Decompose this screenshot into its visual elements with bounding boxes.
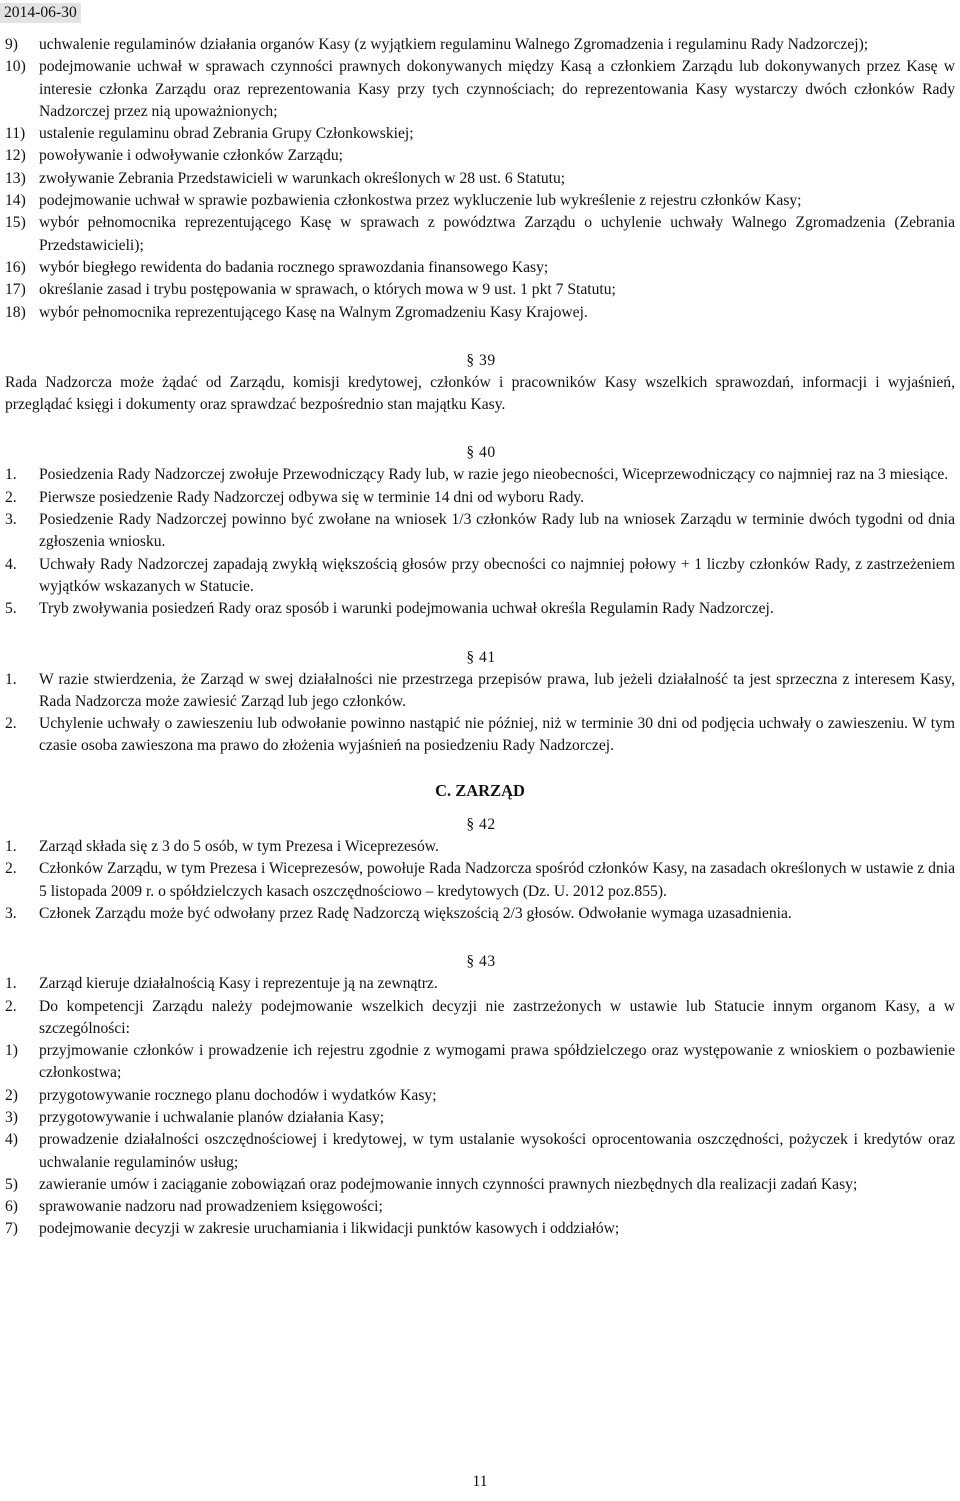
list-item	[5, 1218, 955, 1240]
item-number: 3.	[5, 904, 17, 922]
item-number: 4.	[5, 555, 17, 573]
item-text: wybór pełnomocnika reprezentującego Kasę w sprawach z powództwa Zarządu o uchylenie uchwały Walnego Zgromadzenia (Zebrania Przedstawicieli);	[39, 214, 955, 254]
item-text: podejmowanie uchwał w sprawach czynności prawnych dokonywanych między Kasą a członkiem Zarządu lub dokonywanych przez Kasę w interesie członka Zarządu oraz reprezentowania Kasy przy tych czynnościach; do reprezentowania Kasy wystarczy dwóch członków Rady Nadzorczej przez nią upoważnionych;	[39, 58, 955, 120]
item-number: 2.	[5, 715, 17, 733]
section-39-text: Rada Nadzorcza może żądać od Zarządu, komisji kredytowej, członków i pracowników Kasy wszelkich sprawozdań, informacji i wyjaśnień, przeglądać księgi i dokumenty oraz sprawdzać bezpośrednio stan majątku Kasy.	[5, 373, 955, 414]
list-item	[5, 464, 955, 486]
section-42-list	[5, 836, 955, 925]
section-heading-39: § 39	[5, 350, 955, 372]
list-item	[5, 713, 955, 758]
item-number: 3.	[5, 511, 17, 529]
list-item	[5, 1040, 955, 1085]
item-text: uchwalenie regulaminów działania organów Kasy (z wyjątkiem regulaminu Walnego Zgromadzenia i regulaminu Rady Nadzorczej);	[39, 36, 869, 53]
item-text: Posiedzenie Rady Nadzorczej powinno być zwołane na wniosek 1/3 członków Rady lub na wniosek Zarządu w terminie dwóch tygodni od dnia zgłoszenia wniosku.	[39, 511, 955, 551]
list-item	[5, 1174, 955, 1196]
list-item	[5, 168, 955, 190]
item-text: Do kompetencji Zarządu należy podejmowanie wszelkich decyzji nie zastrzeżonych w ustawie lub Statucie innym organom Kasy, a w szczególności:	[39, 997, 955, 1037]
item-number: 2.	[5, 860, 17, 878]
item-number: 2.	[5, 488, 17, 506]
item-number: 9)	[5, 36, 18, 53]
list-item	[5, 509, 955, 554]
item-text: powoływanie i odwoływanie członków Zarządu;	[39, 147, 343, 165]
item-text: Posiedzenia Rady Nadzorczej zwołuje Przewodniczący Rady lub, w razie jego nieobecności, Wiceprzewodniczący co najmniej raz na 3 miesiące.	[39, 466, 949, 484]
list-item	[5, 1107, 955, 1129]
item-text: ustalenie regulaminu obrad Zebrania Grupy Członkowskiej;	[39, 125, 414, 143]
item-text: zawieranie umów i zaciąganie zobowiązań oraz podejmowanie innych czynności prawnych niezbędnych dla realizacji zadań Kasy;	[39, 1175, 858, 1193]
item-text: Zarząd kieruje działalnością Kasy i reprezentuje ją na zewnątrz.	[39, 975, 438, 993]
item-text: Członków Zarządu, w tym Prezesa i Wiceprezesów, powołuje Rada Nadzorcza spośród członków Kasy, na zasadach określonych w ustawie z dnia 5 listopada 2009 r. o spółdzielczych kasach oszczędnościowo – kredytowych (Dz. U. 2012 poz.855).	[39, 860, 955, 900]
item-number: 5.	[5, 600, 17, 618]
section-41-list	[5, 669, 955, 758]
list-item	[5, 858, 955, 903]
item-number: 10)	[5, 58, 26, 76]
header-date: 2014-06-30	[0, 3, 81, 23]
item-text: przygotowywanie i uchwalanie planów działania Kasy;	[39, 1108, 385, 1126]
section-heading-43: § 43	[5, 951, 955, 973]
item-text: przyjmowanie członków i prowadzenie ich rejestru zgodnie z wymogami prawa spółdzielczego oraz występowanie z wnioskiem o pozbawienie członkostwa;	[39, 1042, 955, 1082]
item-number: 14)	[5, 192, 26, 210]
item-number: 12)	[5, 147, 26, 165]
list-item	[5, 257, 955, 279]
section-heading-42: § 42	[5, 814, 955, 836]
page-number: 11	[472, 1473, 488, 1490]
item-number: 1.	[5, 466, 17, 484]
list-item	[5, 487, 955, 509]
item-number: 2)	[5, 1086, 18, 1104]
item-number: 4)	[5, 1131, 18, 1149]
document-page	[5, 34, 955, 1241]
item-number: 15)	[5, 214, 26, 232]
list-item	[5, 145, 955, 167]
item-text: podejmowanie uchwał w sprawie pozbawienia członkostwa przez wykluczenie lub wykreślenie z rejestru członków Kasy;	[39, 192, 802, 210]
list-item	[5, 836, 955, 858]
item-text: Uchylenie uchwały o zawieszeniu lub odwołanie powinno nastąpić nie później, niż w terminie 30 dni od podjęcia uchwały o zawieszeniu. W tym czasie osoba zawieszona ma prawo do złożenia wyjaśnień na posiedzeniu Rady Nadzorczej.	[39, 715, 955, 755]
list-item	[5, 973, 955, 995]
item-number: 7)	[5, 1220, 18, 1238]
chapter-heading: C. ZARZĄD	[435, 780, 525, 800]
list-item	[5, 56, 955, 123]
item-number: 16)	[5, 258, 26, 276]
item-text: sprawowanie nadzoru nad prowadzeniem księgowości;	[39, 1198, 383, 1216]
item-number: 5)	[5, 1175, 18, 1193]
item-text: wybór biegłego rewidenta do badania rocznego sprawozdania finansowego Kasy;	[39, 258, 549, 276]
list-item	[5, 1085, 955, 1107]
list-item	[5, 669, 955, 714]
item-text: prowadzenie działalności oszczędnościowej i kredytowej, w tym ustalanie wysokości oprocentowania oszczędności, pożyczek i kredytów oraz uchwalanie regulaminów usług;	[39, 1131, 955, 1171]
item-text: Zarząd składa się z 3 do 5 osób, w tym Prezesa i Wiceprezesów.	[39, 838, 439, 856]
item-text: podejmowanie decyzji w zakresie uruchamiania i likwidacji punktów kasowych i oddziałów;	[39, 1220, 620, 1238]
item-text: W razie stwierdzenia, że Zarząd w swej działalności nie przestrzega przepisów prawa, lub jeżeli działalność ta jest sprzeczna z interesem Kasy, Rada Nadzorcza może zawiesić Zarząd lub jego członków.	[39, 670, 955, 710]
item-number: 3)	[5, 1108, 18, 1126]
item-text: określanie zasad i trybu postępowania w sprawach, o których mowa w 9 ust. 1 pkt 7 Statutu;	[39, 281, 616, 299]
list-item	[5, 996, 955, 1041]
list-item	[5, 598, 955, 620]
list-block1	[5, 34, 955, 324]
list-item	[5, 190, 955, 212]
item-number: 17)	[5, 281, 26, 299]
list-item	[5, 302, 955, 324]
list-item	[5, 123, 955, 145]
list-item	[5, 1196, 955, 1218]
item-number: 6)	[5, 1198, 18, 1216]
list-item	[5, 554, 955, 599]
list-item	[5, 903, 955, 925]
item-number: 13)	[5, 169, 26, 187]
item-text: przygotowywanie rocznego planu dochodów i wydatków Kasy;	[39, 1086, 437, 1104]
item-number: 1.	[5, 975, 17, 993]
item-number: 2.	[5, 997, 17, 1015]
list-item	[5, 279, 955, 301]
item-text: zwoływanie Zebrania Przedstawicieli w warunkach określonych w 28 ust. 6 Statutu;	[39, 169, 566, 187]
item-text: Pierwsze posiedzenie Rady Nadzorczej odbywa się w terminie 14 dni od wyboru Rady.	[39, 488, 585, 506]
list-item	[5, 212, 955, 257]
list-item	[5, 1129, 955, 1174]
item-number: 1.	[5, 838, 17, 856]
item-text: wybór pełnomocnika reprezentującego Kasę na Walnym Zgromadzeniu Kasy Krajowej.	[39, 303, 588, 321]
item-text: Tryb zwoływania posiedzeń Rady oraz sposób i warunki podejmowania uchwał określa Regulamin Rady Nadzorczej.	[39, 600, 774, 618]
item-text: Uchwały Rady Nadzorczej zapadają zwykłą większością głosów przy obecności co najmniej połowy + 1 liczby członków Rady, z zastrzeżeniem wyjątków wskazanych w Statucie.	[39, 555, 955, 595]
item-number: 18)	[5, 303, 26, 321]
section-heading-41: § 41	[5, 647, 955, 669]
list-item	[5, 34, 955, 56]
item-number: 1.	[5, 670, 17, 688]
section-heading-40: § 40	[5, 442, 955, 464]
section-40-list	[5, 464, 955, 620]
item-text: Członek Zarządu może być odwołany przez Radę Nadzorczą większością 2/3 głosów. Odwołanie wymaga uzasadnienia.	[39, 904, 792, 922]
item-number: 11)	[5, 125, 26, 143]
section-43-list	[5, 973, 955, 1241]
item-number: 1)	[5, 1042, 18, 1060]
